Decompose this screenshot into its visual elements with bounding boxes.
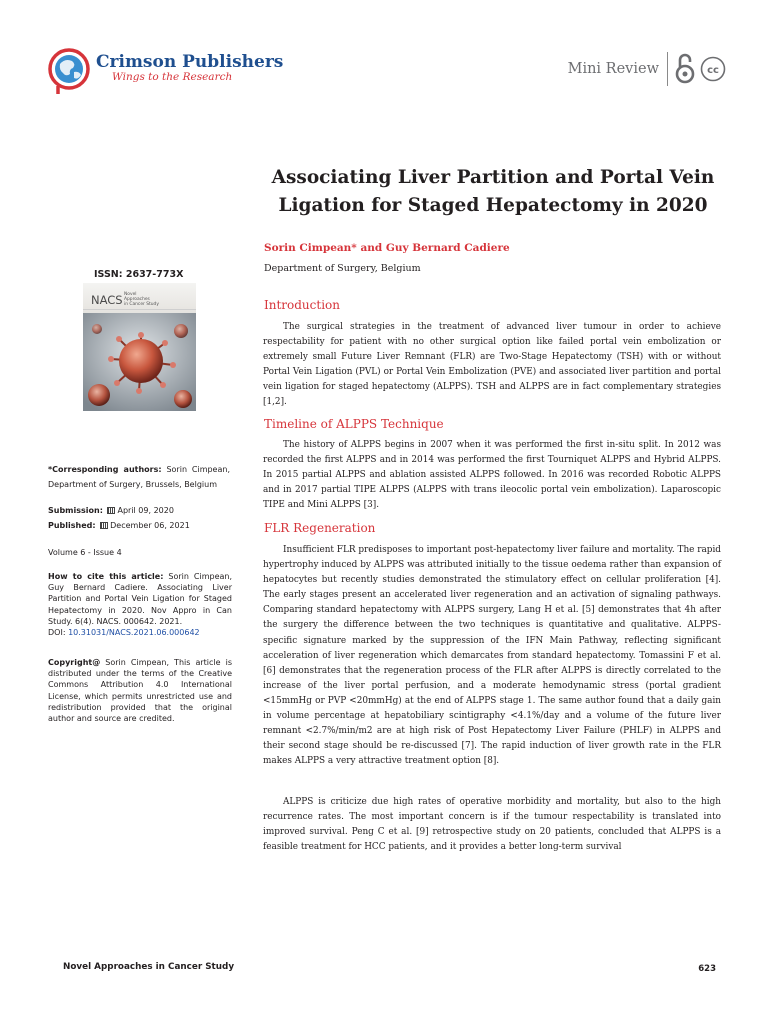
calendar-icon [100,522,108,529]
open-access-lock-icon [674,52,696,86]
paragraph-introduction: The surgical strategies in the treatment of advanced liver tumour in order to achieve respectability for patient with no other surgical option like failed portal vein embolization or extremely small Future Liver Remnant (FLR) are Two-Stage Hepatectomy (TSH) with or without Portal Vein Ligation (PVL) or Portal Vein Embolization (PVE) and associated liver partition and portal vein ligation for staged hepatectomy (ALPPS). TSH and ALPPS are in fact complementary strategies [1,2]. [263,322,721,408]
header-divider [667,52,668,86]
issn: ISSN: 2637-773X [94,269,184,280]
journal-cover-image [83,283,196,411]
citation-block: How to cite this article: Sorin Cimpean, Guy Bernard Cadiere. Associating Liver Partition and Portal Vein Ligation for Staged Hepatectomy in 2020. Nov Appro in Can Study. 6(4). NACS. 000642. 2021. DOI: 10.31031/NACS.2021.06.000642 [48,572,233,638]
submission-date: Submission: April 09, 2020 [48,506,174,515]
cover-subtitle: Novel Approaches in Cancer Study [124,292,159,308]
publisher-name: Crimson Publishers [96,52,284,72]
calendar-icon [107,507,115,514]
paragraph-timeline: The history of ALPPS begins in 2007 when it was performed the first in-situ split. In 2012 was recorded the first ALPPS and in 2014 was performed the first Tourniquet ALPPS and Hybrid ALPPS. In 2015 partial ALPPS and ablation assisted ALPPS followed. In 2016 was recorded Robotic ALPPS and in 2017 partial TIPE ALPPS (ALPPS with trans ileocolic portal vein embolization). Laparoscopic TIPE and Mini ALPPS [3]. [263,440,721,511]
article-type-bar [568,50,726,88]
creative-commons-icon [700,56,726,82]
author-affiliation: Department of Surgery, Belgium [264,263,421,274]
section-heading-timeline: Timeline of ALPPS Technique [264,417,444,431]
section-heading-introduction: Introduction [264,298,340,312]
doi-link[interactable]: 10.31031/NACS.2021.06.000642 [68,628,200,638]
article-type-label: Mini Review [567,61,659,77]
paragraph-flr-1: Insufficient FLR predisposes to important post-hepatectomy liver failure and mortality. The rapid hypertrophy induced by ALPPS was attributed initially to the tissue oedema rather than expansion of hepatocytes but recently studies demonstrated the stimulatory effect on cellular proliferation [4]. The early stages present an accelerated liver regeneration and an activation of signaling pathways. Comparing standard hepatectomy with ALPPS surgery, Lang H et al. [5] demonstrates that 4h after the surgery the difference between the two techniques is quantitative and qualitative. ALPPS-specific signature marked by the suppression of the IFN Main Pathway, reflecting significant acceleration of liver regeneration which demarcates from standard hepatectomy. Tomassini F et al. [6] demonstrates that the regeneration process of the FLR after ALPPS is directly correlated to the increase of the liver portal perfusion, and a moderate hemodynamic stress (portal gradient <15mmHg or PVP <20mmHg) at the end of ALPPS stage 1. The same author found that a daily gain in volume percentage at hepatobiliary scintigraphy <4.1%/day and a volume of the future liver remnant <2.7%/min/m2 are at high risk of Post Hepatectomy Liver Failure (PHLF) in ALPPS and their second stage should be re-discussed [7]. The rapid induction of liver growth rate in the FLR makes ALPPS a very attractive treatment option [8]. [263,545,721,767]
publisher-tagline: Wings to the Research [112,71,233,83]
footer-journal-name: Novel Approaches in Cancer Study [63,962,235,972]
published-date: Published: December 06, 2021 [48,521,190,530]
article-title: Associating Liver Partition and Portal Vein Ligation for Staged Hepatectomy in 2020 [271,167,715,216]
page-number: 623 [698,964,716,974]
publisher-globe-icon [48,48,92,94]
cover-divider [83,309,196,310]
cancer-cell-illustration [83,313,196,411]
paragraph-flr-2: ALPPS is criticize due high rates of operative morbidity and mortality, but also to the high recurrence rates. The most important concern is if the tumour respectability is translated into improved survival. Peng C et al. [9] retrospective study on 20 patients, concluded that ALPPS is a feasible treatment for HCC patients, and it provides a better long-term survival [263,797,721,853]
section-heading-flr: FLR Regeneration [264,521,376,535]
svg-text:cc: cc [707,65,719,76]
article-authors: Sorin Cimpean* and Guy Bernard Cadiere [264,242,510,254]
publisher-logo [48,48,288,98]
cover-acronym: NACS [91,293,123,307]
copyright-notice: Copyright@ Sorin Cimpean, This article is distributed under the terms of the Creative Commons Attribution 4.0 International License, which permits unrestricted use and redistribution provided that the original author and source are credited. [48,658,232,724]
volume-issue: Volume 6 - Issue 4 [48,548,122,557]
corresponding-author-note: *Corresponding authors: Sorin Cimpean, Department of Surgery, Brussels, Belgium [48,465,230,489]
